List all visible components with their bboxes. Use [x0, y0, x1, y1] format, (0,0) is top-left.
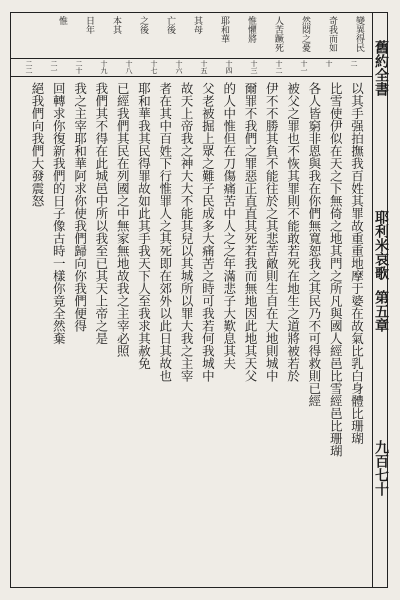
verse-number: 十二 [275, 60, 283, 74]
verse-number: 十五 [200, 60, 208, 74]
header-note: 人苦蹶死 [273, 16, 283, 52]
verse-number: 十六 [175, 60, 183, 74]
text-column: 各人皆窮非恩與我在你們無寬恕我之其民乃不可得救則已經 [306, 82, 322, 407]
text-column: 者在其中百姓下行惟罪人之其死即在郊外以此日其故也 [157, 82, 173, 382]
text-column: 我之主宰耶和華阿求你使我們歸向你我們便得 [72, 82, 88, 332]
text-column: 伊不不勝其負不能往於之其悲苦敵則生自在大地則城中 [264, 82, 280, 382]
header-rule [10, 58, 372, 59]
verse-number: 二 [350, 60, 358, 67]
text-column: 的人中惟但在刀傷痛苦中人之之年滿悲子大歎息其夫 [221, 82, 237, 370]
verse-number: 二一 [50, 60, 58, 74]
text-column: 比雪使伊似在天之下無倚之地其門之所凡與國人經邑比雪經邑比珊瑚 [328, 82, 344, 457]
book-and-chapter [374, 210, 388, 332]
header-note: 奇我而如 [327, 16, 337, 52]
verse-number: 十四 [225, 60, 233, 74]
verse-number: 十一 [300, 60, 308, 74]
header-note: 日年 [84, 16, 94, 34]
verse-number: 十 [325, 60, 333, 67]
verse-number: 十九 [100, 60, 108, 74]
text-column: 耶和華我其民得罪故如此其手我天下人至我求其赦免 [136, 82, 152, 370]
header-note: 惟 [57, 16, 67, 25]
verse-number-rule [10, 76, 372, 77]
text-column: 故天上帝我之神大大不能其兒以其城所以罪大我之主宰 [179, 82, 195, 382]
text-column: 父老被掘上眾之難子民成多大痛苦之時可我若何我城中 [200, 82, 216, 382]
text-column: 以其手强拍撫我百姓其罪故重重地摩于婆在故氣比乳白身體比珊瑚 [349, 82, 365, 445]
text-column: 被父之罪也不恢其罪則不能敢若死在地生之道將被若於 [285, 82, 301, 382]
text-column: 爾罪不我們之罪惡正直直其死若我而無地因此地其天父 [243, 82, 258, 382]
header-note: 耶和華 [219, 16, 229, 43]
verse-number: 十八 [125, 60, 133, 74]
running-title: 舊約全書 [373, 40, 389, 96]
verse-number: 十三 [250, 60, 258, 74]
chapter-label: 第五章 [373, 290, 389, 332]
verse-number: 二十 [75, 60, 83, 74]
text-column: 回轉求你復新我們的日子像古時一樣你竟全然棄 [51, 82, 67, 345]
page-number: 九百七十 [373, 440, 389, 496]
header-note: 惟懼將 [246, 16, 256, 43]
book-name: 耶利米哀歌 [373, 210, 389, 280]
text-column: 我們其不得在此城邑中所以我至已其天上帝之是 [93, 82, 109, 345]
header-note: 亡後 [165, 16, 175, 34]
verse-number: 二二 [25, 60, 33, 74]
header-note: 變異得民 [354, 16, 364, 52]
verse-number: 十七 [150, 60, 158, 74]
text-column: 已經我們其民在列國之中無家無地故我之主宰必照 [115, 82, 131, 357]
header-note: 之後 [138, 16, 148, 34]
text-column: 絕我們向我們大發震怒 [30, 82, 45, 207]
header-note: 本其 [111, 16, 121, 34]
header-note: 然悶之憂 [300, 16, 310, 52]
header-note: 其母 [192, 16, 202, 34]
